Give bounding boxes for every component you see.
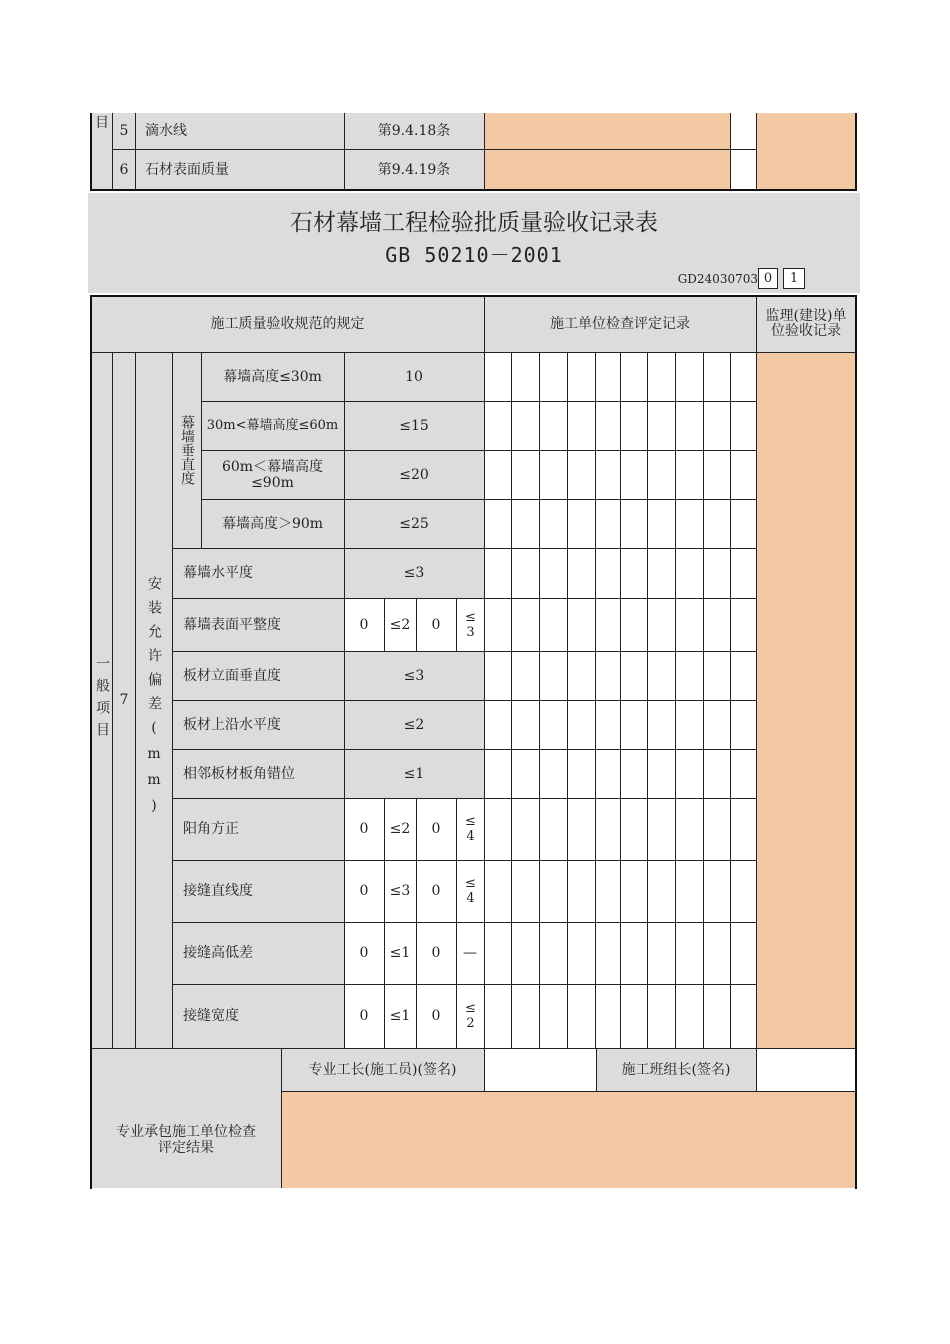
form-code-box-2[interactable]: 1 xyxy=(783,268,805,289)
top-rows-supervisor-area xyxy=(756,113,856,190)
column-header-spec: 施工质量验收规范的规定 xyxy=(210,316,365,332)
height-row-value: ≤15 xyxy=(399,417,429,434)
column-header-contractor: 施工单位检查评定记录 xyxy=(550,316,690,332)
spec-row-value-1: 0 xyxy=(344,598,384,651)
height-row-value: ≤20 xyxy=(399,466,429,483)
spec-row-value-1: 0 xyxy=(344,860,384,922)
section-label xyxy=(92,352,112,1048)
standard-code: GB 50210－2001 xyxy=(385,243,563,267)
spec-row-value-1: 0 xyxy=(344,922,384,984)
spec-row-value: ≤1 xyxy=(403,765,425,782)
spec-row-value-3: 0 xyxy=(416,860,456,922)
spec-row-value-2: ≤2 xyxy=(384,798,416,860)
spec-row-item: 幕墙水平度 xyxy=(183,565,253,581)
top-section-label: 目 xyxy=(95,115,109,131)
top-row-clause: 第9.4.19条 xyxy=(377,162,451,178)
spec-row-value-4 xyxy=(456,860,484,922)
column-header-supervisor: 监理(建设)单位验收记录 xyxy=(765,308,847,339)
top-rows-white-strip xyxy=(730,113,756,190)
spec-row-value-4 xyxy=(456,984,484,1048)
spec-row-value-1: 0 xyxy=(344,984,384,1048)
spec-row-value-3: 0 xyxy=(416,922,456,984)
sub-label-text: 幕墙垂直度 xyxy=(179,415,195,485)
spec-row-item: 板材上沿水平度 xyxy=(183,716,281,733)
spec-row-item: 接缝宽度 xyxy=(183,1008,239,1024)
height-row-item: 60m＜幕墙高度≤90m xyxy=(221,458,324,491)
top-row-item: 滴水线 xyxy=(145,123,187,139)
form-code: GD24030703 xyxy=(677,272,758,286)
height-row-value: ≤25 xyxy=(399,515,429,532)
spec-row-value-4-text: ≤2 xyxy=(463,1001,478,1031)
spec-row-value: ≤3 xyxy=(403,667,425,684)
page-title: 石材幕墙工程检验批质量验收记录表 xyxy=(290,210,658,236)
height-row-item: 30m<幕墙高度≤60m xyxy=(206,417,339,433)
spec-row-item: 板材立面垂直度 xyxy=(183,667,281,684)
spec-row-value-1: 0 xyxy=(344,798,384,860)
spec-row-value-4-text: ≤4 xyxy=(463,876,478,906)
spec-row-value-2: ≤1 xyxy=(384,984,416,1048)
item-number: 7 xyxy=(119,692,129,708)
spec-row-value-4-text: ≤4 xyxy=(463,814,478,844)
spec-row-value-4-text: ≤3 xyxy=(463,609,478,640)
sub-label xyxy=(173,352,201,548)
spec-row-value-4 xyxy=(456,798,484,860)
spec-row-value-2: ≤3 xyxy=(384,860,416,922)
team-leader-label: 施工班组长(签名) xyxy=(621,1061,731,1078)
top-row-item: 石材表面质量 xyxy=(145,162,229,178)
top-row-clause: 第9.4.18条 xyxy=(377,123,451,139)
group-label xyxy=(136,352,172,1048)
foreman-label: 专业工长(施工员)(签名) xyxy=(308,1061,457,1078)
spec-row-value: ≤2 xyxy=(403,716,425,733)
supervisor-column xyxy=(756,352,856,1048)
spec-row-item: 幕墙表面平整度 xyxy=(183,616,281,633)
spec-row-value-4: — xyxy=(456,922,484,984)
top-row-no: 5 xyxy=(119,123,129,139)
spec-row-value: ≤3 xyxy=(403,565,425,581)
spec-row-item: 阳角方正 xyxy=(183,821,239,837)
spec-row-value-2: ≤2 xyxy=(384,598,416,651)
spec-row-value-4 xyxy=(456,598,484,651)
team-leader-signature-field[interactable] xyxy=(756,1048,856,1091)
height-row-value: 10 xyxy=(405,368,423,385)
group-label-text: 安装允许偏差(mm) xyxy=(146,576,162,824)
result-field[interactable] xyxy=(281,1091,856,1188)
spec-row-value-2: ≤1 xyxy=(384,922,416,984)
top-row-no: 6 xyxy=(119,162,129,178)
result-label: 专业承包施工单位检查评定结果 xyxy=(116,1124,256,1156)
top-rows-record-area xyxy=(484,113,730,190)
spec-row-item: 接缝直线度 xyxy=(183,883,253,899)
section-label-text: 一般项目 xyxy=(94,656,110,744)
form-code-box-1[interactable]: 0 xyxy=(758,268,778,289)
spec-row-item: 接缝高低差 xyxy=(183,945,253,961)
spec-row-value-3: 0 xyxy=(416,598,456,651)
spec-row-value-3: 0 xyxy=(416,984,456,1048)
height-row-item: 幕墙高度≤30m xyxy=(223,368,322,385)
spec-row-value-3: 0 xyxy=(416,798,456,860)
height-row-item: 幕墙高度＞90m xyxy=(221,515,324,532)
spec-row-item: 相邻板材板角错位 xyxy=(183,765,295,782)
foreman-signature-field[interactable] xyxy=(484,1048,596,1091)
